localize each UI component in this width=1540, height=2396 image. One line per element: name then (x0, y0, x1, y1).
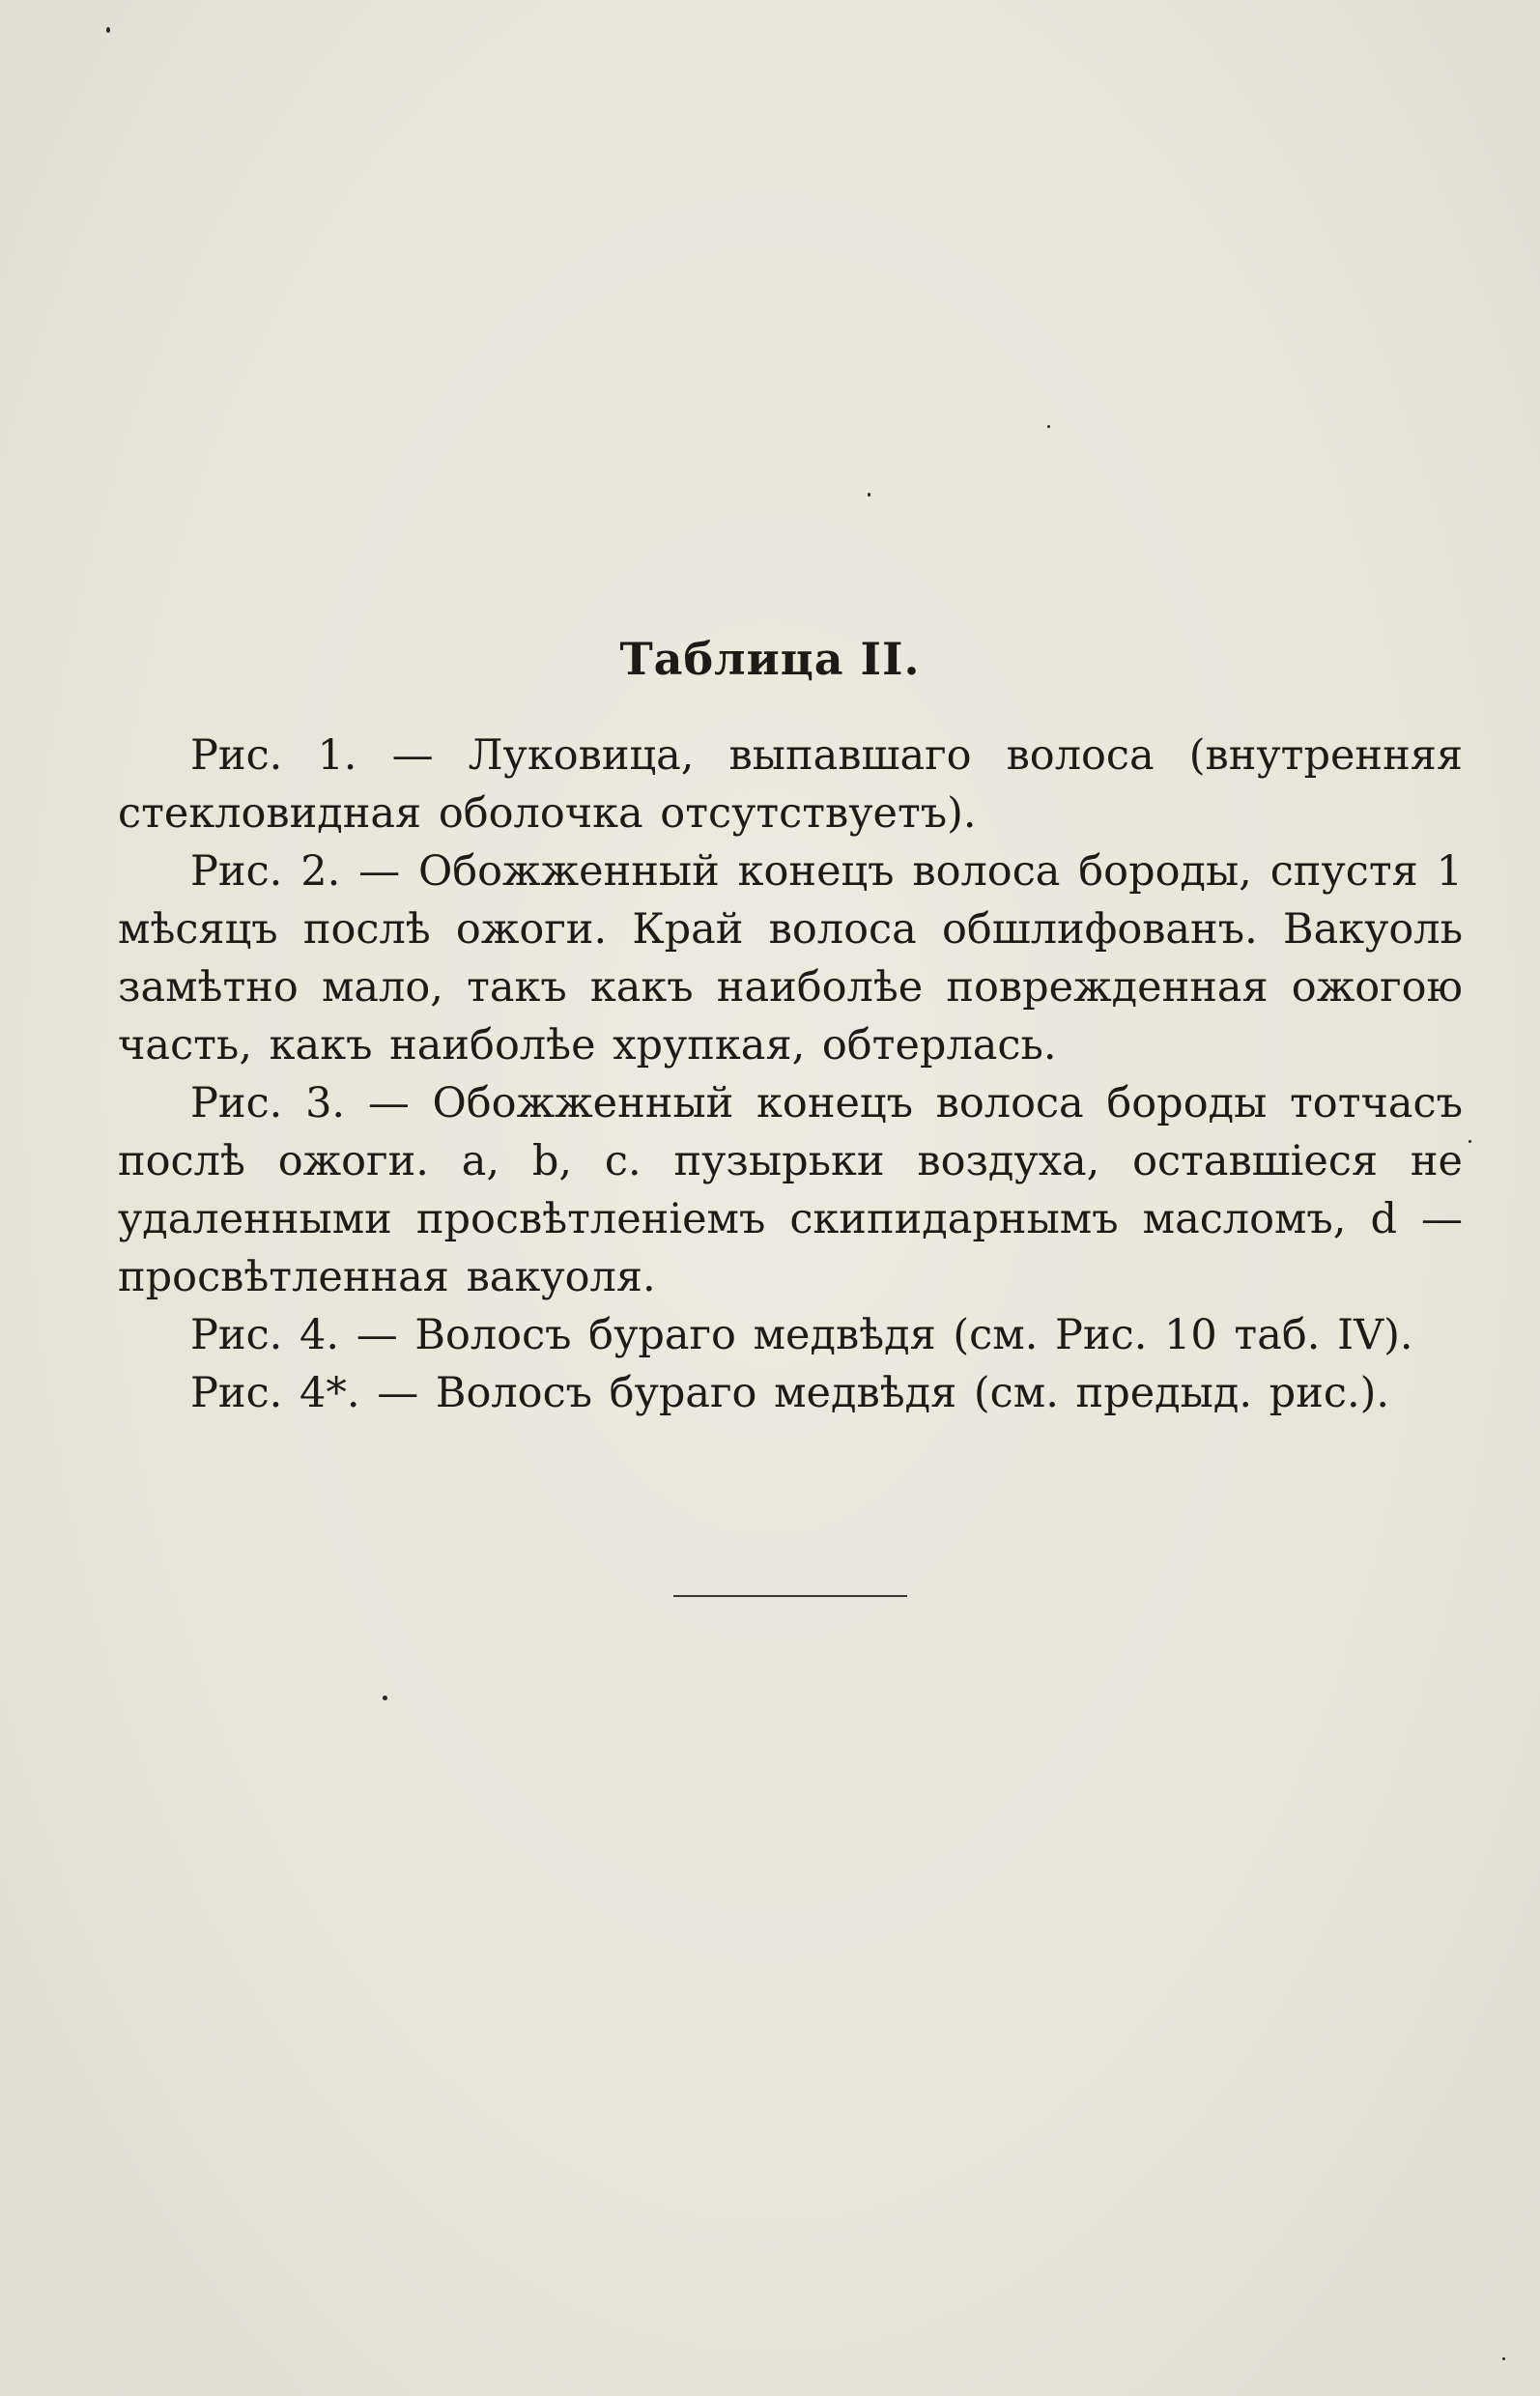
paper-speck (383, 1696, 387, 1700)
paper-speck (1502, 2357, 1505, 2360)
paper-speck (1469, 1140, 1471, 1143)
section-divider (673, 1595, 907, 1597)
caption-fig-1: Рис. 1. — Луковица, выпавшаго волоса (внутренняя стекловидная оболочка отсутствуетъ). (118, 731, 1463, 838)
paper-speck (106, 27, 110, 33)
caption-fig-3: Рис. 3. — Обожженный конецъ волоса бороды тотчасъ послѣ ожоги. a, b, c. пузырьки воздуха, оставшіеся не удаленными просвѣтленіемъ скипидарнымъ масломъ, d — просвѣтленная вакуоля. (118, 1079, 1463, 1301)
figure-captions (118, 727, 1463, 1422)
paper-speck (868, 493, 870, 497)
caption-fig-2: Рис. 2. — Обожженный конецъ волоса бороды, спустя 1 мѣсяцъ послѣ ожоги. Край волоса обшлифованъ. Вакуоль замѣтно мало, такъ какъ наиболѣе поврежденная ожогою часть, какъ наиболѣе хрупкая, обтерлась. (118, 847, 1463, 1070)
paper-speck (1047, 425, 1050, 428)
caption-fig-4-star: Рис. 4*. — Волосъ бураго медвѣдя (см. предыд. рис.). (190, 1369, 1390, 1417)
page-title: Таблица II. (619, 633, 921, 685)
caption-fig-4: Рис. 4. — Волосъ бураго медвѣдя (см. Рис. 10 таб. IV). (190, 1311, 1413, 1359)
